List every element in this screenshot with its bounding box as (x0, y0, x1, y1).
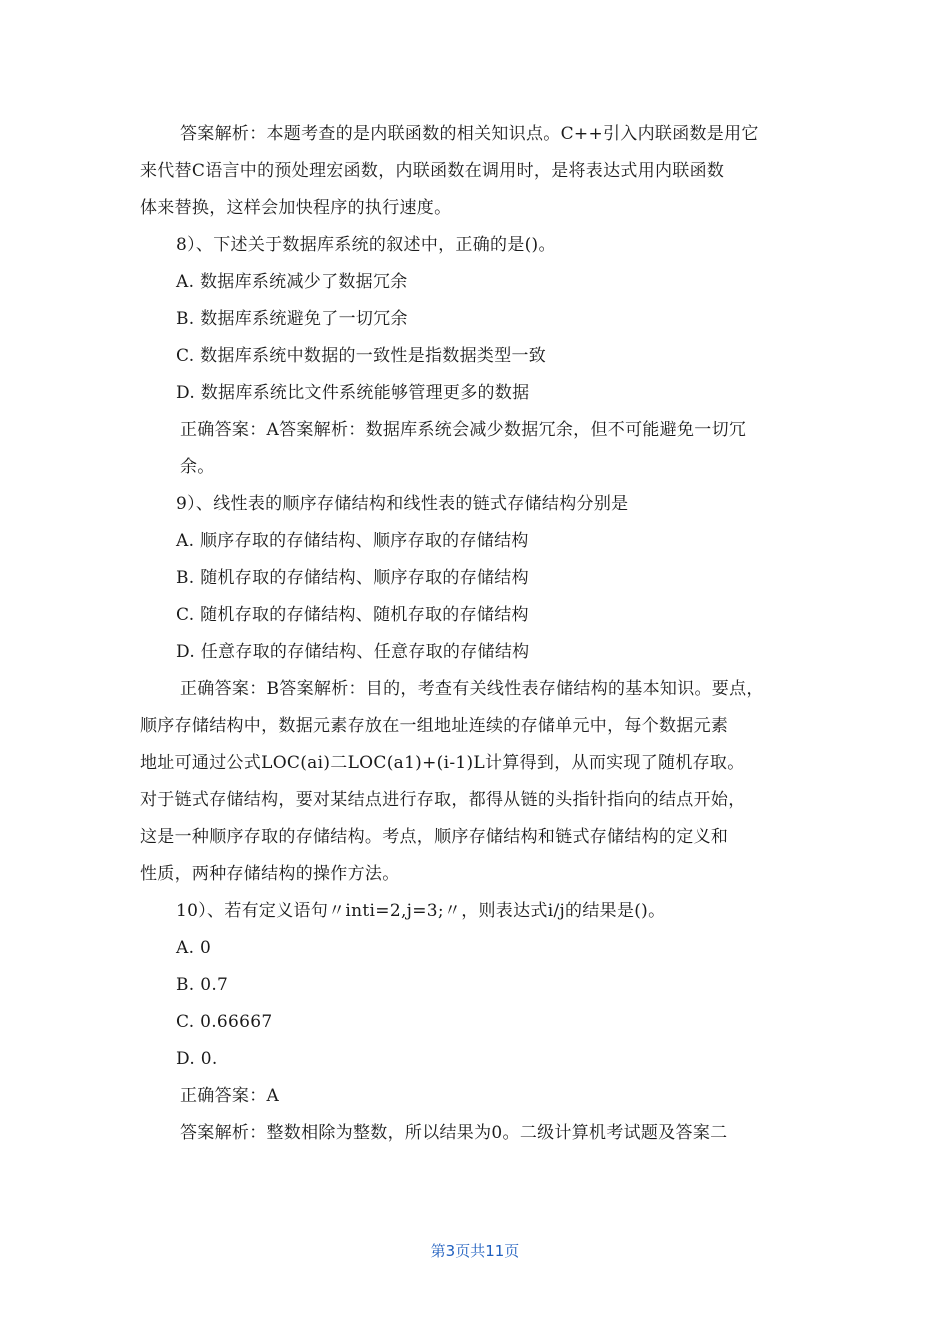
option-a: A. 数据库系统减少了数据冗余 (176, 272, 408, 292)
option-c: C. 数据库系统中数据的一致性是指数据类型一致 (176, 346, 547, 366)
option-c: C. 随机存取的存储结构、随机存取的存储结构 (176, 605, 529, 625)
question-8-title: 8）、下述关于数据库系统的叙述中，正确的是()。 (176, 235, 556, 255)
answer-line: 正确答案：B答案解析：目的，考查有关线性表存储结构的基本知识。要点， (180, 679, 764, 699)
option-d: D. 0. (176, 1049, 218, 1069)
option-b: B. 0.7 (176, 975, 229, 995)
page-number-footer: 第3页共11页 (430, 1242, 520, 1260)
option-c: C. 0.66667 (176, 1012, 273, 1032)
text-line: 体来替换，这样会加快程序的执行速度。 (140, 198, 452, 218)
option-a: A. 顺序存取的存储结构、顺序存取的存储结构 (176, 531, 529, 551)
option-b: B. 数据库系统避免了一切冗余 (176, 309, 408, 329)
text-line: 来代替C语言中的预处理宏函数，内联函数在调用时，是将表达式用内联函数 (140, 161, 725, 181)
option-a: A. 0 (176, 938, 212, 958)
option-d: D. 数据库系统比文件系统能够管理更多的数据 (176, 383, 530, 403)
option-d: D. 任意存取的存储结构、任意存取的存储结构 (176, 642, 530, 662)
text-line: 性质，两种存储结构的操作方法。 (140, 864, 400, 884)
text-line: 顺序存储结构中，数据元素存放在一组地址连续的存储单元中，每个数据元素 (140, 716, 729, 736)
text-line: 余。 (180, 457, 215, 477)
text-line: 答案解析：本题考查的是内联函数的相关知识点。C++引入内联函数是用它 (180, 124, 759, 144)
text-line: 答案解析：整数相除为整数，所以结果为0。二级计算机考试题及答案二 (180, 1123, 728, 1143)
question-10-title: 10）、若有定义语句〃inti=2,j=3;〃，则表达式i/j的结果是()。 (176, 901, 666, 921)
answer-line: 正确答案：A答案解析：数据库系统会减少数据冗余，但不可能避免一切冗 (180, 420, 747, 440)
text-line: 这是一种顺序存取的存储结构。考点，顺序存储结构和链式存储结构的定义和 (140, 827, 729, 847)
option-b: B. 随机存取的存储结构、顺序存取的存储结构 (176, 568, 529, 588)
question-9-title: 9）、线性表的顺序存储结构和线性表的链式存储结构分别是 (176, 494, 629, 514)
text-line: 对于链式存储结构，要对某结点进行存取，都得从链的头指针指向的结点开始， (140, 790, 746, 810)
answer-line: 正确答案：A (180, 1086, 280, 1106)
text-line: 地址可通过公式LOC(ai)二LOC(a1)+(i-1)L计算得到，从而实现了随机存取。 (140, 753, 745, 773)
